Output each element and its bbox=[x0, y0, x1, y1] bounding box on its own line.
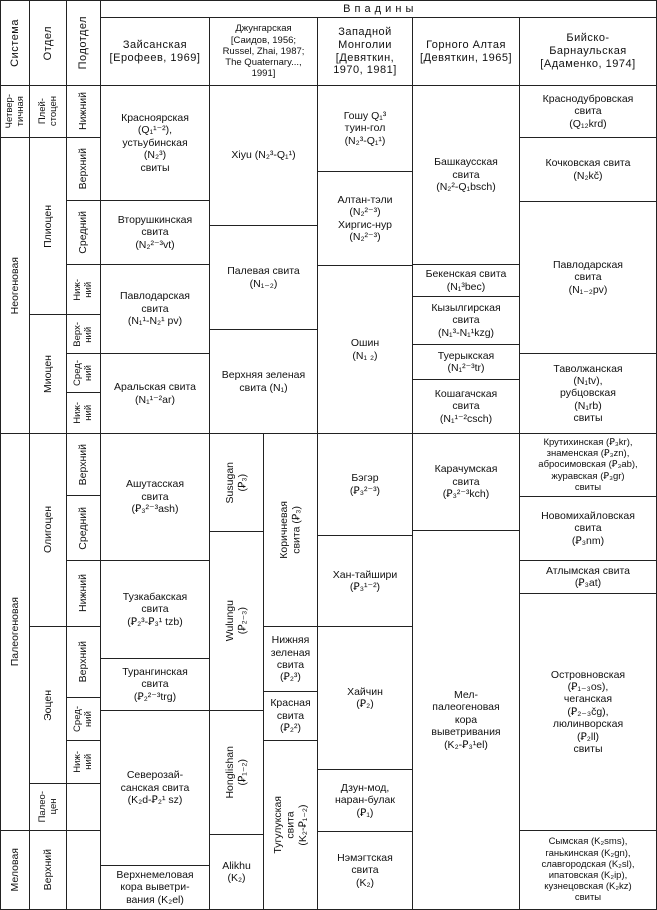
zaysan-cell-9: Верхнемеловая кора выветри- вания (K₂el) bbox=[100, 865, 210, 910]
podotdel-plio-lower: Ниж- ний bbox=[66, 264, 101, 315]
altai-cell-2: Бекенская свита (N₁³bec) bbox=[412, 264, 520, 297]
dzhungar-susugan: Susugan (Ꝑ₃) bbox=[209, 433, 264, 532]
zaysan-cell-3: Павлодарская свита (N₁¹-N₂¹ pv) bbox=[100, 264, 210, 354]
podotdel-olig-upper: Верхний bbox=[66, 433, 101, 496]
biysk-cell-7: Атлымская свита (Ꝑ₃at) bbox=[519, 560, 657, 594]
podotdel-eoc-upper: Верхний bbox=[66, 626, 101, 698]
dzhungar-tugulu: Тугулукская свита (K₂-Ꝑ₁₋₂) bbox=[263, 740, 318, 910]
dzhungar-paleva: Палевая свита (N₁₋₂) bbox=[209, 225, 318, 330]
podotdel-mio-upper: Верх- ний bbox=[66, 314, 101, 354]
mongolia-cell-5: Хан-тайшири (Ꝑ₃¹⁻²) bbox=[317, 535, 413, 627]
zaysan-cell-5: Ашутасская свита (Ꝑ₃²⁻³ash) bbox=[100, 433, 210, 561]
zaysan-cell-2: Вторушкинская свита (N₂²⁻³vt) bbox=[100, 200, 210, 265]
podotdel-plio-middle: Средний bbox=[66, 200, 101, 265]
podotdel-mio-lower: Ниж- ний bbox=[66, 392, 101, 434]
system-quaternary: Четвер- тичная bbox=[0, 85, 30, 138]
dzhungar-alikhu: Alikhu (K₂) bbox=[209, 834, 264, 910]
podotdel-olig-middle: Средний bbox=[66, 495, 101, 561]
podotdel-mio-middle: Сред- ний bbox=[66, 353, 101, 393]
altai-cell-4: Туерыкская (N₁²⁻³tr) bbox=[412, 344, 520, 380]
biysk-cell-3: Павлодарская свита (N₁₋₂pv) bbox=[519, 201, 657, 354]
biysk-cell-8: Островновская (Ꝑ₁₋₃os), чеганская (Ꝑ₂₋₃čg), люлинворская (Ꝑ₂ll) свиты bbox=[519, 593, 657, 831]
podotdel-eoc-middle: Сред- ний bbox=[66, 697, 101, 741]
dzhungar-green-upper: Верхняя зеленая свита (N₁) bbox=[209, 329, 318, 434]
system-cretaceous: Меловая bbox=[0, 830, 30, 910]
podotdel-plio-upper: Верхний bbox=[66, 137, 101, 201]
header-vpadiny: В п а д и н ы bbox=[100, 0, 657, 18]
otdel-miocene: Миоцен bbox=[29, 314, 67, 434]
biysk-cell-9: Сымская (K₂sms), ганькинская (K₂gn), славгородская (K₂sl), ипатовская (K₂ip), кузнецовская (K₂kz) свиты bbox=[519, 830, 657, 910]
dzhungar-brown: Коричневая свита (Ꝑ₃) bbox=[263, 433, 318, 627]
podotdel-q-lower: Нижний bbox=[66, 85, 101, 138]
header-otdel: Отдел bbox=[29, 0, 67, 86]
mongolia-cell-3: Ошин (N₁ ₂) bbox=[317, 265, 413, 434]
header-altai: Горного Алтая [Девяткин, 1965] bbox=[412, 17, 520, 86]
header-mongolia: Западной Монголии [Девяткин, 1970, 1981] bbox=[317, 17, 413, 86]
biysk-cell-6: Новомихайловская свита (Ꝑ₃nm) bbox=[519, 496, 657, 561]
biysk-cell-1: Краснодубровская свита (Q₁₂krd) bbox=[519, 85, 657, 138]
mongolia-cell-6: Хайчин (Ꝑ₂) bbox=[317, 626, 413, 770]
dzhungar-red: Красная свита (Ꝑ₂²) bbox=[263, 691, 318, 741]
altai-cell-6: Карачумская свита (Ꝑ₃²⁻³kch) bbox=[412, 433, 520, 531]
zaysan-cell-8: Северозай- санская свита (K₂d-Ꝑ₂¹ sz) bbox=[100, 710, 210, 866]
dzhungar-xiyu: Xiyu (N₂³-Q₁¹) bbox=[209, 85, 318, 226]
altai-cell-3: Кызылгирская свита (N₁³-N₁¹kzg) bbox=[412, 296, 520, 345]
biysk-cell-5: Крутихинская (Ꝑ₃kr), знаменская (Ꝑ₃zn), абросимовская (Ꝑ₃ab), журавская (Ꝑ₃gr) свиты bbox=[519, 433, 657, 497]
dzhungar-honglishan: Honglishan (Ꝑ₁₋₂) bbox=[209, 710, 264, 835]
mongolia-cell-8: Нэмэгтская свита (K₂) bbox=[317, 831, 413, 910]
podotdel-eoc-lower: Ниж- ний bbox=[66, 740, 101, 784]
mongolia-cell-7: Дзун-мод, наран-булак (Ꝑ₁) bbox=[317, 769, 413, 832]
biysk-cell-4: Таволжанская (N₁tv), рубцовская (N₁rb) свиты bbox=[519, 353, 657, 434]
otdel-eocene: Эоцен bbox=[29, 626, 67, 784]
mongolia-cell-2: Алтан-тэли (N₂²⁻³) Хиргис-нур (N₂²⁻³) bbox=[317, 171, 413, 266]
otdel-upper-cretaceous: Верхний bbox=[29, 830, 67, 910]
altai-cell-5: Кошагачская свита (N₁¹⁻²csch) bbox=[412, 379, 520, 434]
mongolia-cell-1: Гошу Q₁³ туин-гол (N₂³-Q₁¹) bbox=[317, 85, 413, 172]
header-zaysan: Зайсанская [Ерофеев, 1969] bbox=[100, 17, 210, 86]
header-dzhungar: Джунгарская [Саидов, 1956; Russel, Zhai, 1987; The Quaternary..., 1991] bbox=[209, 17, 318, 86]
podotdel-paleocene-empty bbox=[66, 783, 101, 831]
podotdel-olig-lower: Нижний bbox=[66, 560, 101, 627]
otdel-paleocene: Палео- цен bbox=[29, 783, 67, 831]
otdel-oligocene: Олигоцен bbox=[29, 433, 67, 627]
altai-cell-7: Мел- палеогеновая кора выветривания (K₂-Ꝑ₃¹el) bbox=[412, 530, 520, 910]
otdel-pliocene: Плиоцен bbox=[29, 137, 67, 315]
dzhungar-wulungu: Wulungu (Ꝑ₂₋₃) bbox=[209, 531, 264, 711]
zaysan-cell-7: Турангинская свита (Ꝑ₂²⁻³trg) bbox=[100, 658, 210, 711]
zaysan-cell-1: Красноярская (Q₁¹⁻²), устьубинская (N₂³) свиты bbox=[100, 85, 210, 201]
system-paleogene: Палеогеновая bbox=[0, 433, 30, 831]
otdel-pleistocene: Плей- стоцен bbox=[29, 85, 67, 138]
podotdel-cret-empty bbox=[66, 830, 101, 910]
zaysan-cell-4: Аральская свита (N₁¹⁻²ar) bbox=[100, 353, 210, 434]
header-podotdel: Подотдел bbox=[66, 0, 101, 86]
altai-cell-1: Башкаусская свита (N₂²-Q₁bsch) bbox=[412, 85, 520, 265]
dzhungar-green-lower: Нижняя зеленая свита (Ꝑ₂³) bbox=[263, 626, 318, 692]
header-biysk: Бийско- Барнаульская [Адаменко, 1974] bbox=[519, 17, 657, 86]
system-neogene: Неогеновая bbox=[0, 137, 30, 434]
zaysan-cell-6: Тузкабакская свита (Ꝑ₂³-Ꝑ₃¹ tzb) bbox=[100, 560, 210, 659]
biysk-cell-2: Кочковская свита (N₂kč) bbox=[519, 137, 657, 202]
header-system: Система bbox=[0, 0, 30, 86]
mongolia-cell-4: Бэгэр (Ꝑ₃²⁻³) bbox=[317, 433, 413, 536]
